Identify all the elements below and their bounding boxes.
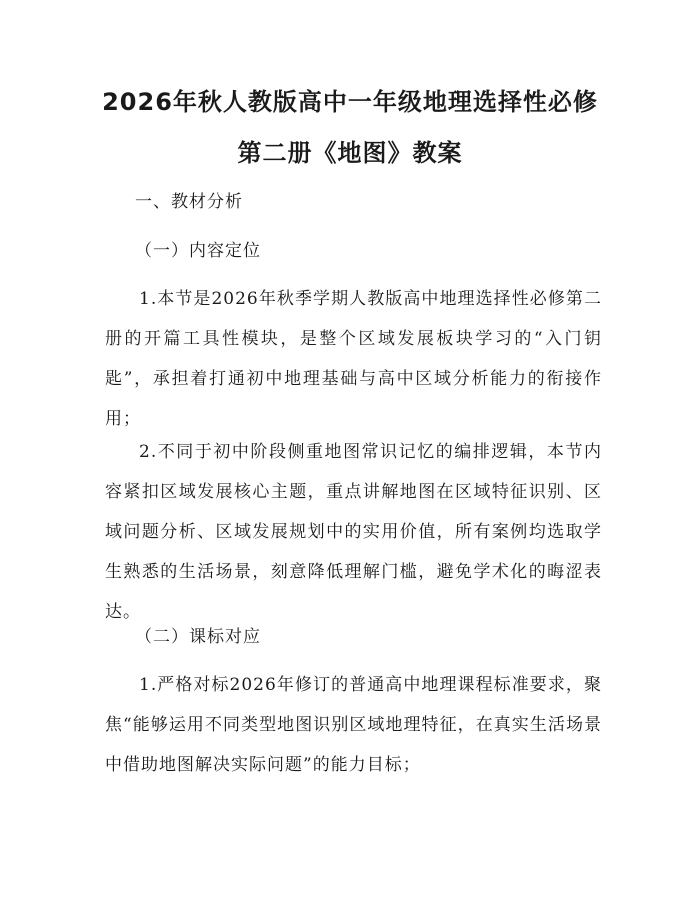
subsection-heading-curriculum-alignment: （二）课标对应 (135, 627, 261, 647)
document-title-line-1: 2026年秋人教版高中一年级地理选择性必修 (102, 88, 598, 116)
paragraph-curriculum-alignment-1: 1.严格对标2026年修订的普通高中地理课程标准要求，聚焦“能够运用不同类型地图识别区域地理特征，在真实生活场景中借助地图解决实际问题”的能力目标； (105, 675, 602, 775)
paragraph-content-positioning-2: 2.不同于初中阶段侧重地图常识记忆的编排逻辑，本节内容紧扣区域发展核心主题，重点讲解地图在区域特征识别、区域问题分析、区域发展规划中的实用价值，所有案例均选取学生熟悉的生活场景，刻意降低理解门槛，避免学术化的晦涩表达。 (105, 442, 602, 622)
document-title-line-2: 第二册《地图》教案 (237, 139, 463, 167)
subsection-heading-content-positioning: （一）内容定位 (135, 241, 261, 261)
section-heading-textbook-analysis: 一、教材分析 (135, 192, 243, 212)
paragraph-content-positioning-1: 1.本节是2026年秋季学期人教版高中地理选择性必修第二册的开篇工具性模块，是整个区域发展板块学习的“入门钥匙”，承担着打通初中地理基础与高中区域分析能力的衔接作用； (105, 289, 602, 429)
